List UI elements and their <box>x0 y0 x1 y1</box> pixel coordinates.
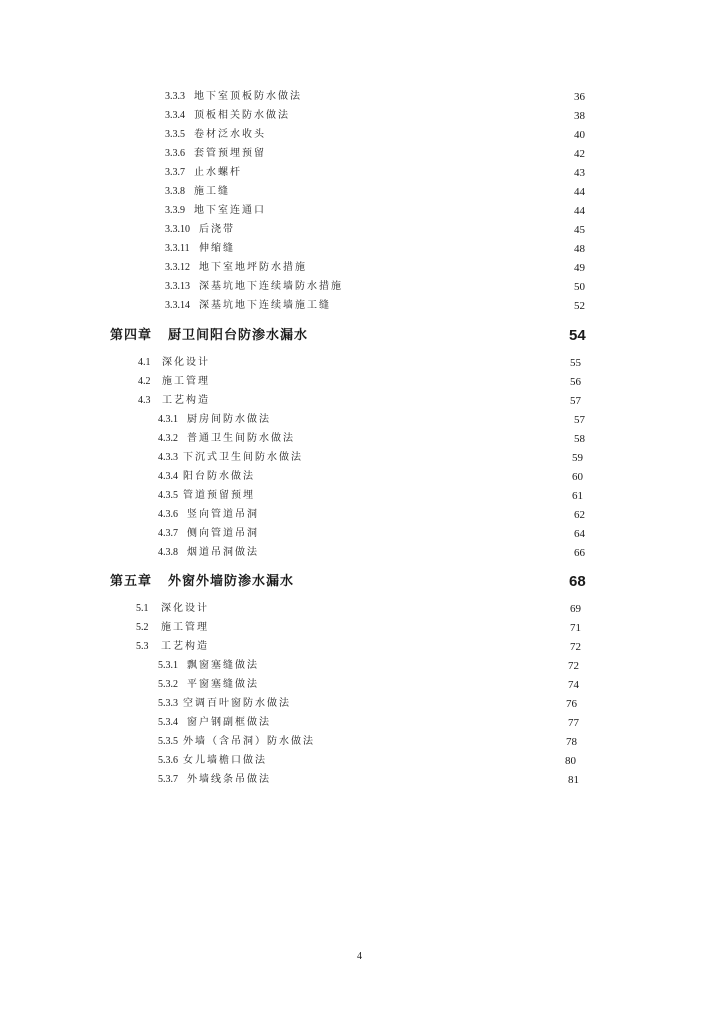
toc-entry-page: 40 <box>574 129 585 141</box>
toc-chapter-5[interactable] <box>0 571 724 593</box>
toc-entry-4-3-4[interactable] <box>0 468 724 486</box>
toc-entry-title: 窗户钢副框做法 <box>187 717 271 728</box>
toc-entry-page: 66 <box>574 547 585 559</box>
toc-entry-title: 施工管理 <box>161 622 209 633</box>
toc-entry-page: 64 <box>574 528 585 540</box>
toc-entry-number: 4.1 <box>138 357 151 368</box>
toc-entry-page: 43 <box>574 167 585 179</box>
toc-entry-4-3-5[interactable] <box>0 487 724 505</box>
toc-entry-page: 48 <box>574 243 585 255</box>
toc-section-4-2[interactable] <box>0 373 724 391</box>
toc-entry-page: 60 <box>572 471 583 483</box>
toc-entry-4-3-6[interactable] <box>0 506 724 524</box>
toc-entry-number: 5.3.2 <box>158 679 178 690</box>
toc-entry-title: 伸缩缝 <box>199 243 235 254</box>
toc-entry-title: 地下室地坪防水措施 <box>199 262 307 273</box>
toc-entry-page: 74 <box>568 679 579 691</box>
toc-entry-title: 厨房间防水做法 <box>187 414 271 425</box>
toc-entry-title: 止水螺杆 <box>194 167 242 178</box>
toc-entry-page: 61 <box>572 490 583 502</box>
toc-entry-number: 3.3.4 <box>165 110 185 121</box>
chapter-page: 54 <box>569 327 586 344</box>
toc-entry-number: 3.3.14 <box>165 300 190 311</box>
toc-entry-title: 下沉式卫生间防水做法 <box>183 452 303 463</box>
chapter-title: 厨卫间阳台防渗水漏水 <box>168 328 309 343</box>
toc-entry-3-3-3[interactable] <box>0 88 724 106</box>
toc-entry-title: 地下室连通口 <box>194 205 266 216</box>
toc-entry-number: 3.3.11 <box>165 243 190 254</box>
toc-entry-title: 深化设计 <box>161 603 209 614</box>
toc-entry-number: 5.3.7 <box>158 774 178 785</box>
toc-entry-3-3-13[interactable] <box>0 278 724 296</box>
toc-entry-page: 50 <box>574 281 585 293</box>
toc-entry-number: 5.3.6 <box>158 755 178 766</box>
toc-entry-page: 42 <box>574 148 585 160</box>
toc-entry-page: 69 <box>570 603 581 615</box>
toc-entry-page: 52 <box>574 300 585 312</box>
toc-entry-number: 3.3.3 <box>165 91 185 102</box>
toc-entry-number: 4.2 <box>138 376 151 387</box>
toc-entry-3-3-11[interactable] <box>0 240 724 258</box>
toc-entry-page: 81 <box>568 774 579 786</box>
toc-entry-page: 77 <box>568 717 579 729</box>
toc-entry-title: 飘窗塞缝做法 <box>187 660 259 671</box>
toc-entry-number: 5.3.5 <box>158 736 178 747</box>
toc-entry-page: 72 <box>570 641 581 653</box>
toc-entry-page: 72 <box>568 660 579 672</box>
toc-entry-page: 62 <box>574 509 585 521</box>
toc-entry-3-3-7[interactable] <box>0 164 724 182</box>
toc-entry-page: 76 <box>566 698 577 710</box>
toc-entry-title: 施工管理 <box>162 376 210 387</box>
toc-entry-page: 44 <box>574 205 585 217</box>
toc-entry-4-3-2[interactable] <box>0 430 724 448</box>
toc-entry-3-3-14[interactable] <box>0 297 724 315</box>
toc-entry-title: 顶板相关防水做法 <box>194 110 290 121</box>
chapter-number: 第五章 <box>110 574 153 589</box>
toc-entry-title: 深基坑地下连续墙施工缝 <box>199 300 331 311</box>
toc-entry-number: 3.3.6 <box>165 148 185 159</box>
toc-entry-title: 平窗塞缝做法 <box>187 679 259 690</box>
toc-entry-page: 56 <box>570 376 581 388</box>
toc-entry-number: 3.3.12 <box>165 262 190 273</box>
toc-entry-number: 5.3.4 <box>158 717 178 728</box>
toc-entry-number: 5.3 <box>136 641 149 652</box>
toc-entry-page: 58 <box>574 433 585 445</box>
toc-entry-title: 深基坑地下连续墙防水措施 <box>199 281 343 292</box>
toc-entry-5-3-5[interactable] <box>0 733 724 751</box>
toc-entry-title: 工艺构造 <box>162 395 210 406</box>
toc-entry-number: 4.3 <box>138 395 151 406</box>
toc-entry-title: 烟道吊洞做法 <box>187 547 259 558</box>
toc-entry-number: 5.1 <box>136 603 149 614</box>
toc-entry-number: 3.3.13 <box>165 281 190 292</box>
toc-entry-title: 女儿墙檐口做法 <box>183 755 267 766</box>
toc-entry-title: 外墙线条吊做法 <box>187 774 271 785</box>
toc-entry-number: 4.3.7 <box>158 528 178 539</box>
toc-entry-number: 4.3.3 <box>158 452 178 463</box>
toc-section-5-2[interactable] <box>0 619 724 637</box>
toc-entry-3-3-12[interactable] <box>0 259 724 277</box>
toc-entry-number: 3.3.8 <box>165 186 185 197</box>
toc-entry-page: 55 <box>570 357 581 369</box>
toc-entry-title: 管道预留预埋 <box>183 490 255 501</box>
toc-entry-3-3-8[interactable] <box>0 183 724 201</box>
toc-entry-3-3-6[interactable] <box>0 145 724 163</box>
toc-chapter-4[interactable] <box>0 325 724 347</box>
toc-entry-title: 地下室顶板防水做法 <box>194 91 302 102</box>
toc-entry-5-3-7[interactable] <box>0 771 724 789</box>
toc-entry-number: 3.3.10 <box>165 224 190 235</box>
toc-entry-number: 5.3.3 <box>158 698 178 709</box>
toc-entry-page: 44 <box>574 186 585 198</box>
toc-entry-number: 5.3.1 <box>158 660 178 671</box>
toc-entry-4-3-1[interactable] <box>0 411 724 429</box>
toc-entry-title: 深化设计 <box>162 357 210 368</box>
toc-entry-3-3-5[interactable] <box>0 126 724 144</box>
page-number: 4 <box>357 951 362 962</box>
toc-entry-title: 空调百叶窗防水做法 <box>183 698 291 709</box>
toc-entry-page: 59 <box>572 452 583 464</box>
toc-entry-number: 4.3.2 <box>158 433 178 444</box>
toc-entry-5-3-6[interactable] <box>0 752 724 770</box>
toc-entry-page: 45 <box>574 224 585 236</box>
toc-section-5-1[interactable] <box>0 600 724 618</box>
toc-entry-5-3-2[interactable] <box>0 676 724 694</box>
chapter-page: 68 <box>569 573 586 590</box>
chapter-number: 第四章 <box>110 328 153 343</box>
toc-entry-page: 78 <box>566 736 577 748</box>
toc-entry-3-3-4[interactable] <box>0 107 724 125</box>
toc-entry-title: 后浇带 <box>199 224 235 235</box>
toc-entry-page: 57 <box>574 414 585 426</box>
toc-entry-page: 36 <box>574 91 585 103</box>
toc-entry-page: 71 <box>570 622 581 634</box>
toc-entry-5-3-1[interactable] <box>0 657 724 675</box>
toc-entry-title: 侧向管道吊洞 <box>187 528 259 539</box>
toc-entry-title: 阳台防水做法 <box>183 471 255 482</box>
toc-entry-number: 5.2 <box>136 622 149 633</box>
toc-entry-number: 4.3.4 <box>158 471 178 482</box>
toc-entry-page: 80 <box>565 755 576 767</box>
toc-entry-title: 工艺构造 <box>161 641 209 652</box>
toc-entry-4-3-3[interactable] <box>0 449 724 467</box>
toc-entry-number: 3.3.7 <box>165 167 185 178</box>
toc-entry-title: 套管预埋预留 <box>194 148 266 159</box>
toc-entry-5-3-4[interactable] <box>0 714 724 732</box>
toc-section-4-3[interactable] <box>0 392 724 410</box>
toc-entry-page: 49 <box>574 262 585 274</box>
toc-entry-title: 施工缝 <box>194 186 230 197</box>
toc-entry-3-3-9[interactable] <box>0 202 724 220</box>
toc-entry-page: 38 <box>574 110 585 122</box>
toc-entry-title: 外墙（含吊洞）防水做法 <box>183 736 315 747</box>
toc-entry-5-3-3[interactable] <box>0 695 724 713</box>
toc-entry-number: 4.3.8 <box>158 547 178 558</box>
toc-entry-number: 3.3.5 <box>165 129 185 140</box>
toc-entry-number: 4.3.6 <box>158 509 178 520</box>
chapter-title: 外窗外墙防渗水漏水 <box>168 574 295 589</box>
toc-entry-3-3-10[interactable] <box>0 221 724 239</box>
toc-entry-number: 4.3.5 <box>158 490 178 501</box>
toc-entry-number: 3.3.9 <box>165 205 185 216</box>
toc-entry-number: 4.3.1 <box>158 414 178 425</box>
toc-entry-4-3-7[interactable] <box>0 525 724 543</box>
toc-entry-page: 57 <box>570 395 581 407</box>
toc-section-4-1[interactable] <box>0 354 724 372</box>
toc-entry-title: 普通卫生间防水做法 <box>187 433 295 444</box>
toc-entry-title: 竖向管道吊洞 <box>187 509 259 520</box>
toc-entry-title: 卷材泛水收头 <box>194 129 266 140</box>
toc-section-5-3[interactable] <box>0 638 724 656</box>
toc-entry-4-3-8[interactable] <box>0 544 724 562</box>
